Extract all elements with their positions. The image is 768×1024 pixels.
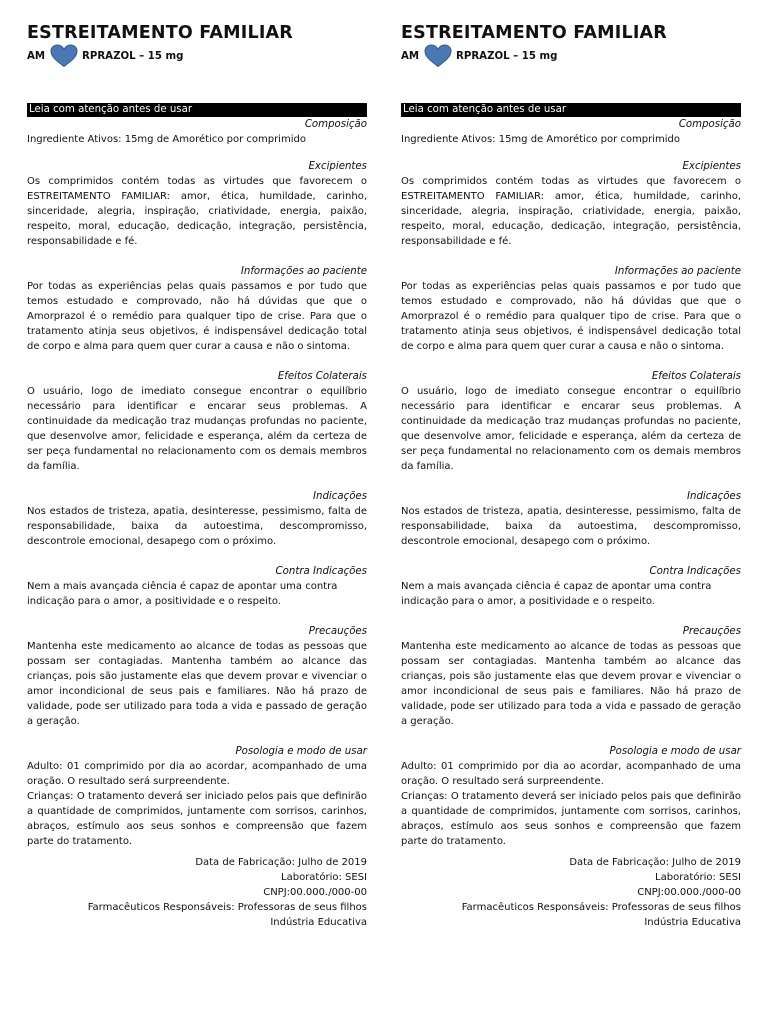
section-text: Nos estados de tristeza, apatia, desinteresse, pessimismo, falta de responsabilidade, baixa da autoestima, descompromisso, descontrole emocional, desapego com o próximo. [27, 506, 367, 547]
section-efeitos [27, 369, 367, 474]
section-excipientes [27, 159, 367, 249]
heart-icon [50, 44, 78, 68]
section-heading: Composição [678, 119, 741, 130]
section-efeitos [401, 369, 741, 474]
section-heading: Contra Indicações [275, 566, 367, 577]
section-text: Mantenha este medicamento ao alcance de todas as pessoas que possam ser contagiadas. Mantenha também ao alcance das crianças, pois são justamente elas que devem provar e vivenciar o amor incondicional de seus pais e familiares. Não há prazo de validade, pode ser utilizado para toda a vida e passado de geração a geração. [27, 641, 367, 727]
cnpj: CNPJ:00.000./000-00 [637, 887, 741, 898]
laboratory: Laboratório: SESI [281, 872, 367, 883]
section-indicacoes [401, 489, 741, 549]
product-name-prefix: AM [401, 50, 420, 62]
section-text: Por todas as experiências pelas quais passamos e por tudo que temos estudado e comprovado, não há dúvidas que que o Amorprazol é o remédio para qualquer tipo de crise. Para que o tratamento atinja seus objetivos, é indispensável dedicação total de corpo e alma para quem quer curar a causa e não o sintoma. [401, 281, 741, 352]
section-composicao [27, 117, 367, 147]
section-text: Nem a mais avançada ciência é capaz de apontar uma contra indicação para o amor, a positividade e o respeito. [27, 581, 338, 607]
section-heading: Precauções [308, 626, 367, 637]
section-heading: Posologia e modo de usar [235, 746, 367, 757]
leaflet-title: ESTREITAMENTO FAMILIAR [27, 23, 293, 43]
section-heading: Excipientes [682, 161, 741, 172]
section-text-criancas: Crianças: O tratamento deverá ser iniciado pelos pais que definirão a quantidade de comprimidos, juntamente com sorrisos, carinhos, abraços, estímulo aos seus sonhos e compreensão que fazem parte do tratamento. [401, 791, 741, 847]
section-excipientes [401, 159, 741, 249]
section-heading: Efeitos Colaterais [651, 371, 741, 382]
warning-banner: Leia com atenção antes de usar [401, 103, 741, 117]
section-heading: Indicações [686, 491, 741, 502]
section-heading: Contra Indicações [649, 566, 741, 577]
section-text: Ingrediente Ativos: 15mg de Amorético por comprimido [401, 134, 680, 145]
leaflet-left [27, 22, 367, 849]
section-text-adulto: Adulto: 01 comprimido por dia ao acordar, acompanhado de uma oração. O resultado será surpreendente. [27, 761, 367, 787]
pharmacists: Farmacêuticos Responsáveis: Professoras de seus filhos [87, 902, 367, 913]
leaflet-right [401, 22, 741, 849]
section-informacoes [27, 264, 367, 354]
section-heading: Posologia e modo de usar [609, 746, 741, 757]
industry: Indústria Educativa [644, 917, 741, 928]
pharmacists: Farmacêuticos Responsáveis: Professoras de seus filhos [461, 902, 741, 913]
warning-banner: Leia com atenção antes de usar [27, 103, 367, 117]
section-composicao [401, 117, 741, 147]
section-text-criancas: Crianças: O tratamento deverá ser iniciado pelos pais que definirão a quantidade de comprimidos, juntamente com sorrisos, carinhos, abraços, estímulo aos seus sonhos e compreensão que fazem parte do tratamento. [27, 791, 367, 847]
product-name-suffix: RPRAZOL – 15 mg [82, 50, 184, 62]
section-heading: Efeitos Colaterais [277, 371, 367, 382]
industry: Indústria Educativa [270, 917, 367, 928]
section-text: Os comprimidos contém todas as virtudes que favorecem o ESTREITAMENTO FAMILIAR: amor, ética, humildade, carinho, sinceridade, alegria, inspiração, criatividade, energia, paixão, respeito, moral, educação, dedicação, integração, persistência, responsabilidade e fé. [401, 176, 741, 247]
cnpj: CNPJ:00.000./000-00 [263, 887, 367, 898]
product-name [27, 44, 367, 68]
section-informacoes [401, 264, 741, 354]
section-text: Os comprimidos contém todas as virtudes que favorecem o ESTREITAMENTO FAMILIAR: amor, ética, humildade, carinho, sinceridade, alegria, inspiração, criatividade, energia, paixão, respeito, moral, educação, dedicação, integração, persistência, responsabilidade e fé. [27, 176, 367, 247]
section-text: O usuário, logo de imediato consegue encontrar o equilíbrio necessário para identificar e encarar seus problemas. A continuidade da medicação traz mudanças profundas no paciente, que desenvolve amor, felicidade e esperança, além da certeza de ser peça fundamental no relacionamento com os demais membros da família. [401, 386, 741, 472]
product-name-suffix: RPRAZOL – 15 mg [456, 50, 558, 62]
section-indicacoes [27, 489, 367, 549]
section-heading: Informações ao paciente [614, 266, 741, 277]
section-posologia [27, 744, 367, 849]
leaflet-footer-left [27, 855, 367, 930]
section-heading: Indicações [312, 491, 367, 502]
section-text-adulto: Adulto: 01 comprimido por dia ao acordar, acompanhado de uma oração. O resultado será surpreendente. [401, 761, 741, 787]
product-name [401, 44, 741, 68]
section-precaucoes [27, 624, 367, 729]
section-precaucoes [401, 624, 741, 729]
section-heading: Composição [304, 119, 367, 130]
section-text: O usuário, logo de imediato consegue encontrar o equilíbrio necessário para identificar e encarar seus problemas. A continuidade da medicação traz mudanças profundas no paciente, que desenvolve amor, felicidade e esperança, além da certeza de ser peça fundamental no relacionamento com os demais membros da família. [27, 386, 367, 472]
section-contra-indicacoes [27, 564, 367, 609]
section-text: Mantenha este medicamento ao alcance de todas as pessoas que possam ser contagiadas. Mantenha também ao alcance das crianças, pois são justamente elas que devem provar e vivenciar o amor incondicional de seus pais e familiares. Não há prazo de validade, pode ser utilizado para toda a vida e passado de geração a geração. [401, 641, 741, 727]
section-heading: Informações ao paciente [240, 266, 367, 277]
section-text: Por todas as experiências pelas quais passamos e por tudo que temos estudado e comprovado, não há dúvidas que que o Amorprazol é o remédio para qualquer tipo de crise. Para que o tratamento atinja seus objetivos, é indispensável dedicação total de corpo e alma para quem quer curar a causa e não o sintoma. [27, 281, 367, 352]
section-heading: Excipientes [308, 161, 367, 172]
leaflet-footer-right [401, 855, 741, 930]
section-text: Nos estados de tristeza, apatia, desinteresse, pessimismo, falta de responsabilidade, baixa da autoestima, descompromisso, descontrole emocional, desapego com o próximo. [401, 506, 741, 547]
laboratory: Laboratório: SESI [655, 872, 741, 883]
section-text: Ingrediente Ativos: 15mg de Amorético por comprimido [27, 134, 306, 145]
manufacture-date: Data de Fabricação: Julho de 2019 [195, 857, 367, 868]
manufacture-date: Data de Fabricação: Julho de 2019 [569, 857, 741, 868]
section-posologia [401, 744, 741, 849]
leaflet-title: ESTREITAMENTO FAMILIAR [401, 23, 667, 43]
product-name-prefix: AM [27, 50, 46, 62]
section-contra-indicacoes [401, 564, 741, 609]
section-text: Nem a mais avançada ciência é capaz de apontar uma contra indicação para o amor, a positividade e o respeito. [401, 581, 712, 607]
section-heading: Precauções [682, 626, 741, 637]
heart-icon [424, 44, 452, 68]
